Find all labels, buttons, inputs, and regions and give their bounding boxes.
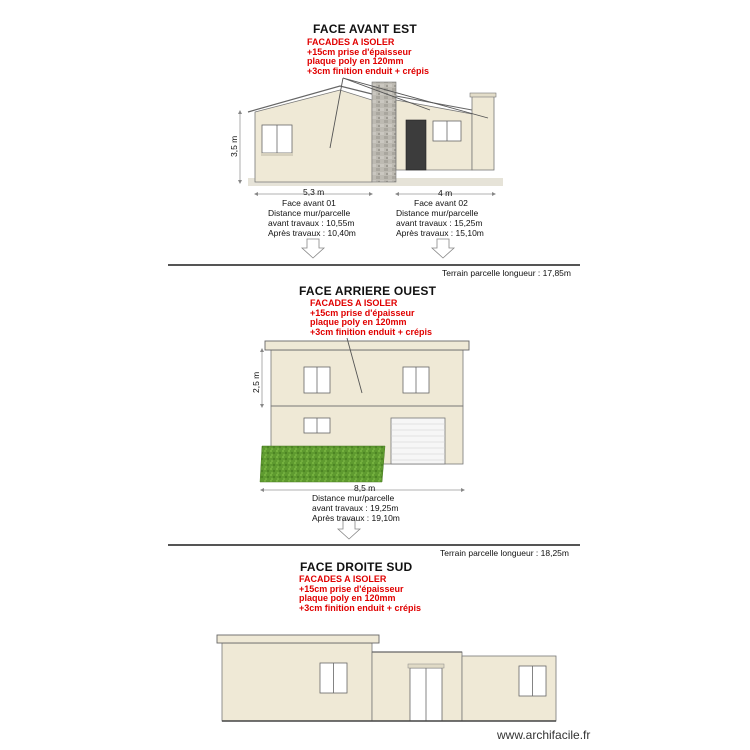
note-line: +3cm finition enduit + crépis bbox=[310, 326, 433, 337]
facade-droite-sud bbox=[217, 635, 556, 721]
info-line: avant travaux : 10,55m bbox=[268, 218, 355, 228]
distance-info-1b bbox=[396, 198, 484, 238]
info-line: Face avant 01 bbox=[282, 198, 336, 208]
terrain-length-2: Terrain parcelle longueur : 18,25m bbox=[440, 548, 569, 558]
info-line: Distance mur/parcelle bbox=[396, 208, 479, 218]
width-dimension-2: 8,5 m bbox=[354, 483, 376, 493]
section-title-arriere-ouest: FACE ARRIERE OUEST bbox=[299, 284, 437, 298]
note-line: +15cm prise d'épaisseur bbox=[307, 46, 412, 57]
watermark: www.archifacile.fr bbox=[497, 728, 591, 742]
info-line: Après travaux : 19,10m bbox=[312, 513, 400, 523]
note-line: FACADES A ISOLER bbox=[307, 37, 395, 47]
facade-avant-est bbox=[168, 78, 580, 265]
height-dimension-1: 3,5 m bbox=[229, 135, 239, 157]
note-line: +3cm finition enduit + crépis bbox=[307, 65, 430, 76]
info-line: avant travaux : 19,25m bbox=[312, 503, 399, 513]
info-line: Distance mur/parcelle bbox=[268, 208, 351, 218]
distance-info-1a bbox=[268, 198, 356, 238]
info-line: Face avant 02 bbox=[414, 198, 468, 208]
note-line: +3cm finition enduit + crépis bbox=[299, 602, 422, 613]
info-line: Après travaux : 15,10m bbox=[396, 228, 484, 238]
terrain-length-1: Terrain parcelle longueur : 17,85m bbox=[442, 268, 571, 278]
note-line: +15cm prise d'épaisseur bbox=[299, 583, 404, 594]
info-line: Distance mur/parcelle bbox=[312, 493, 395, 503]
note-line: plaque poly en 120mm bbox=[310, 317, 407, 327]
info-line: avant travaux : 15,25m bbox=[396, 218, 483, 228]
section-title-droite-sud: FACE DROITE SUD bbox=[300, 560, 413, 574]
insulation-note-3 bbox=[299, 575, 421, 613]
note-line: FACADES A ISOLER bbox=[310, 298, 398, 308]
note-line: +15cm prise d'épaisseur bbox=[310, 307, 415, 318]
insulation-note-1 bbox=[307, 38, 429, 76]
note-line: plaque poly en 120mm bbox=[299, 593, 396, 603]
width-dimension-1a: 5,3 m bbox=[303, 187, 325, 197]
note-line: FACADES A ISOLER bbox=[299, 574, 387, 584]
width-dimension-1b: 4 m bbox=[438, 188, 453, 198]
section-title-avant-est: FACE AVANT EST bbox=[313, 22, 417, 36]
insulation-note-2 bbox=[310, 299, 432, 337]
distance-info-2 bbox=[312, 493, 400, 523]
note-line: plaque poly en 120mm bbox=[307, 56, 404, 66]
height-dimension-2: 2,5 m bbox=[251, 371, 261, 393]
info-line: Après travaux : 10,40m bbox=[268, 228, 356, 238]
